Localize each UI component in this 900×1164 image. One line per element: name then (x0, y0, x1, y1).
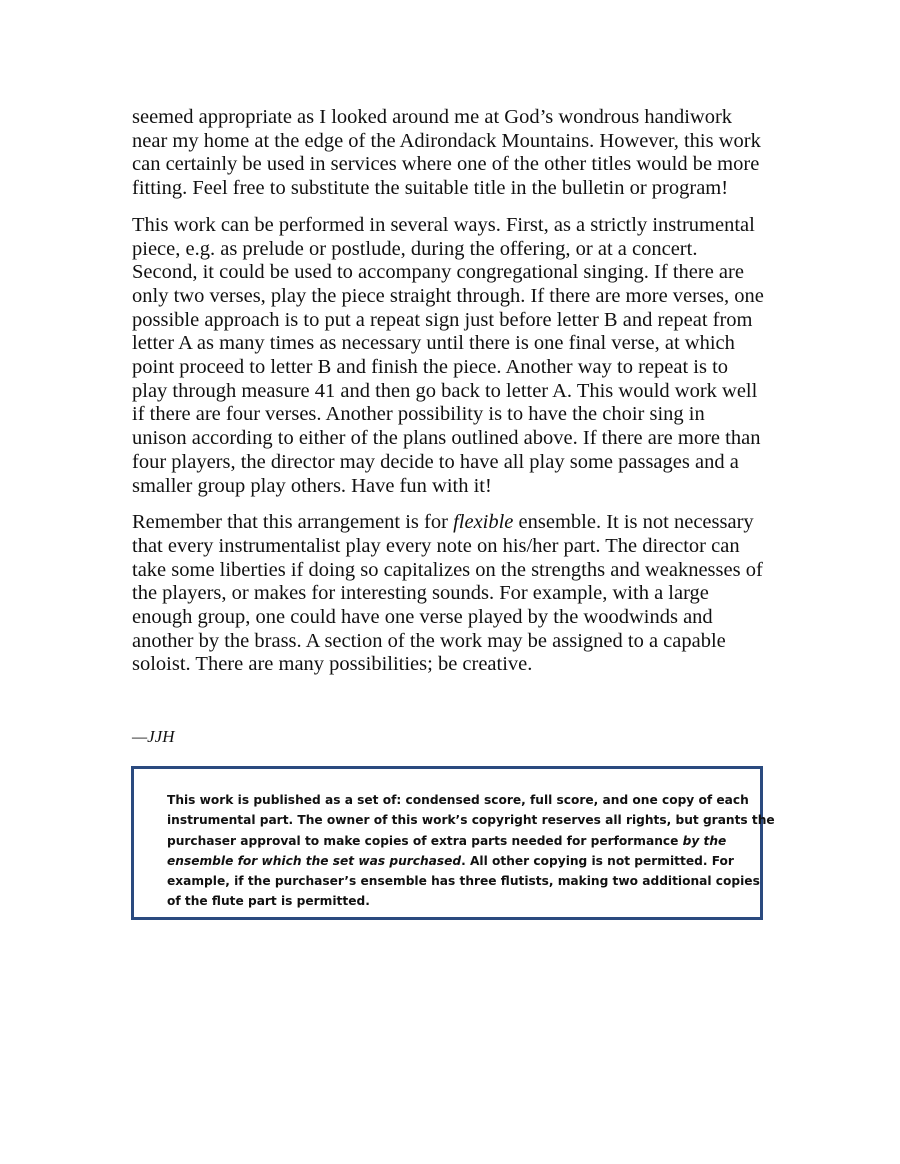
text-line: only two verses, play the piece straight through. If there are more verses, one (132, 284, 764, 307)
text-line: unison according to either of the plans outlined above. If there are more than (132, 427, 761, 450)
paragraph-title-note (132, 106, 772, 201)
author-signature: —JJH (132, 727, 175, 746)
notice-line: instrumental part. The owner of this work’s copyright reserves all rights, but grants the (167, 813, 775, 828)
text-line: smaller group play others. Have fun with it! (132, 474, 492, 497)
text-line: near my home at the edge of the Adirondack Mountains. However, this work (132, 129, 761, 152)
text-line (132, 511, 772, 535)
emphasis-flexible: flexible (453, 511, 514, 534)
text-line: point proceed to letter B and finish the piece. Another way to repeat is to (132, 356, 729, 379)
text-line: letter A as many times as necessary until there is one final verse, at which (132, 332, 735, 355)
notice-line (167, 851, 740, 871)
paragraph-performance-options (132, 214, 772, 498)
emphasis-run: by the (682, 833, 727, 848)
text-line: possible approach is to put a repeat sign just before letter B and repeat from (132, 308, 753, 331)
paragraph-flexible-ensemble (132, 511, 772, 677)
notice-line: example, if the purchaser’s ensemble has three flutists, making two additional copies (167, 874, 760, 889)
text-line: that every instrumentalist play every note on his/her part. The director can (132, 534, 740, 557)
text-line: if there are four verses. Another possibility is to have the choir sing in (132, 403, 705, 426)
notice-line (167, 831, 740, 851)
notice-line: of the flute part is permitted. (167, 894, 370, 909)
text-line: play through measure 41 and then go back to letter A. This would work well (132, 379, 758, 402)
text-line: the players, or makes for interesting sounds. For example, with a large (132, 582, 709, 605)
text-line: four players, the director may decide to have all play some passages and a (132, 450, 739, 473)
text-line: enough group, one could have one verse played by the woodwinds and (132, 606, 713, 629)
text-run: purchaser approval to make copies of extra parts needed for performance (167, 833, 683, 848)
text-line: This work can be performed in several ways. First, as a strictly instrumental (132, 213, 755, 236)
emphasis-run: ensemble for which the set was purchased (167, 853, 462, 868)
text-run: Remember that this arrangement is for (132, 511, 454, 534)
text-run: ensemble. It is not necessary (513, 511, 754, 534)
notice-line: This work is published as a set of: condensed score, full score, and one copy of each (167, 793, 749, 807)
document-body (132, 106, 772, 690)
text-line: Second, it could be used to accompany congregational singing. If there are (132, 261, 744, 284)
text-line: seemed appropriate as I looked around me at God’s wondrous handiwork (132, 106, 733, 128)
text-line: can certainly be used in services where one of the other titles would be more (132, 153, 760, 176)
text-line: soloist. There are many possibilities; be creative. (132, 653, 533, 676)
text-line: take some liberties if doing so capitalizes on the strengths and weaknesses of (132, 558, 763, 581)
text-line: fitting. Feel free to substitute the suitable title in the bulletin or program! (132, 177, 729, 200)
text-line: piece, e.g. as prelude or postlude, during the offering, or at a concert. (132, 237, 698, 260)
copyright-notice-box (131, 766, 775, 920)
text-line: another by the brass. A section of the work may be assigned to a capable (132, 629, 726, 652)
text-run: . All other copying is not permitted. For (461, 853, 734, 868)
